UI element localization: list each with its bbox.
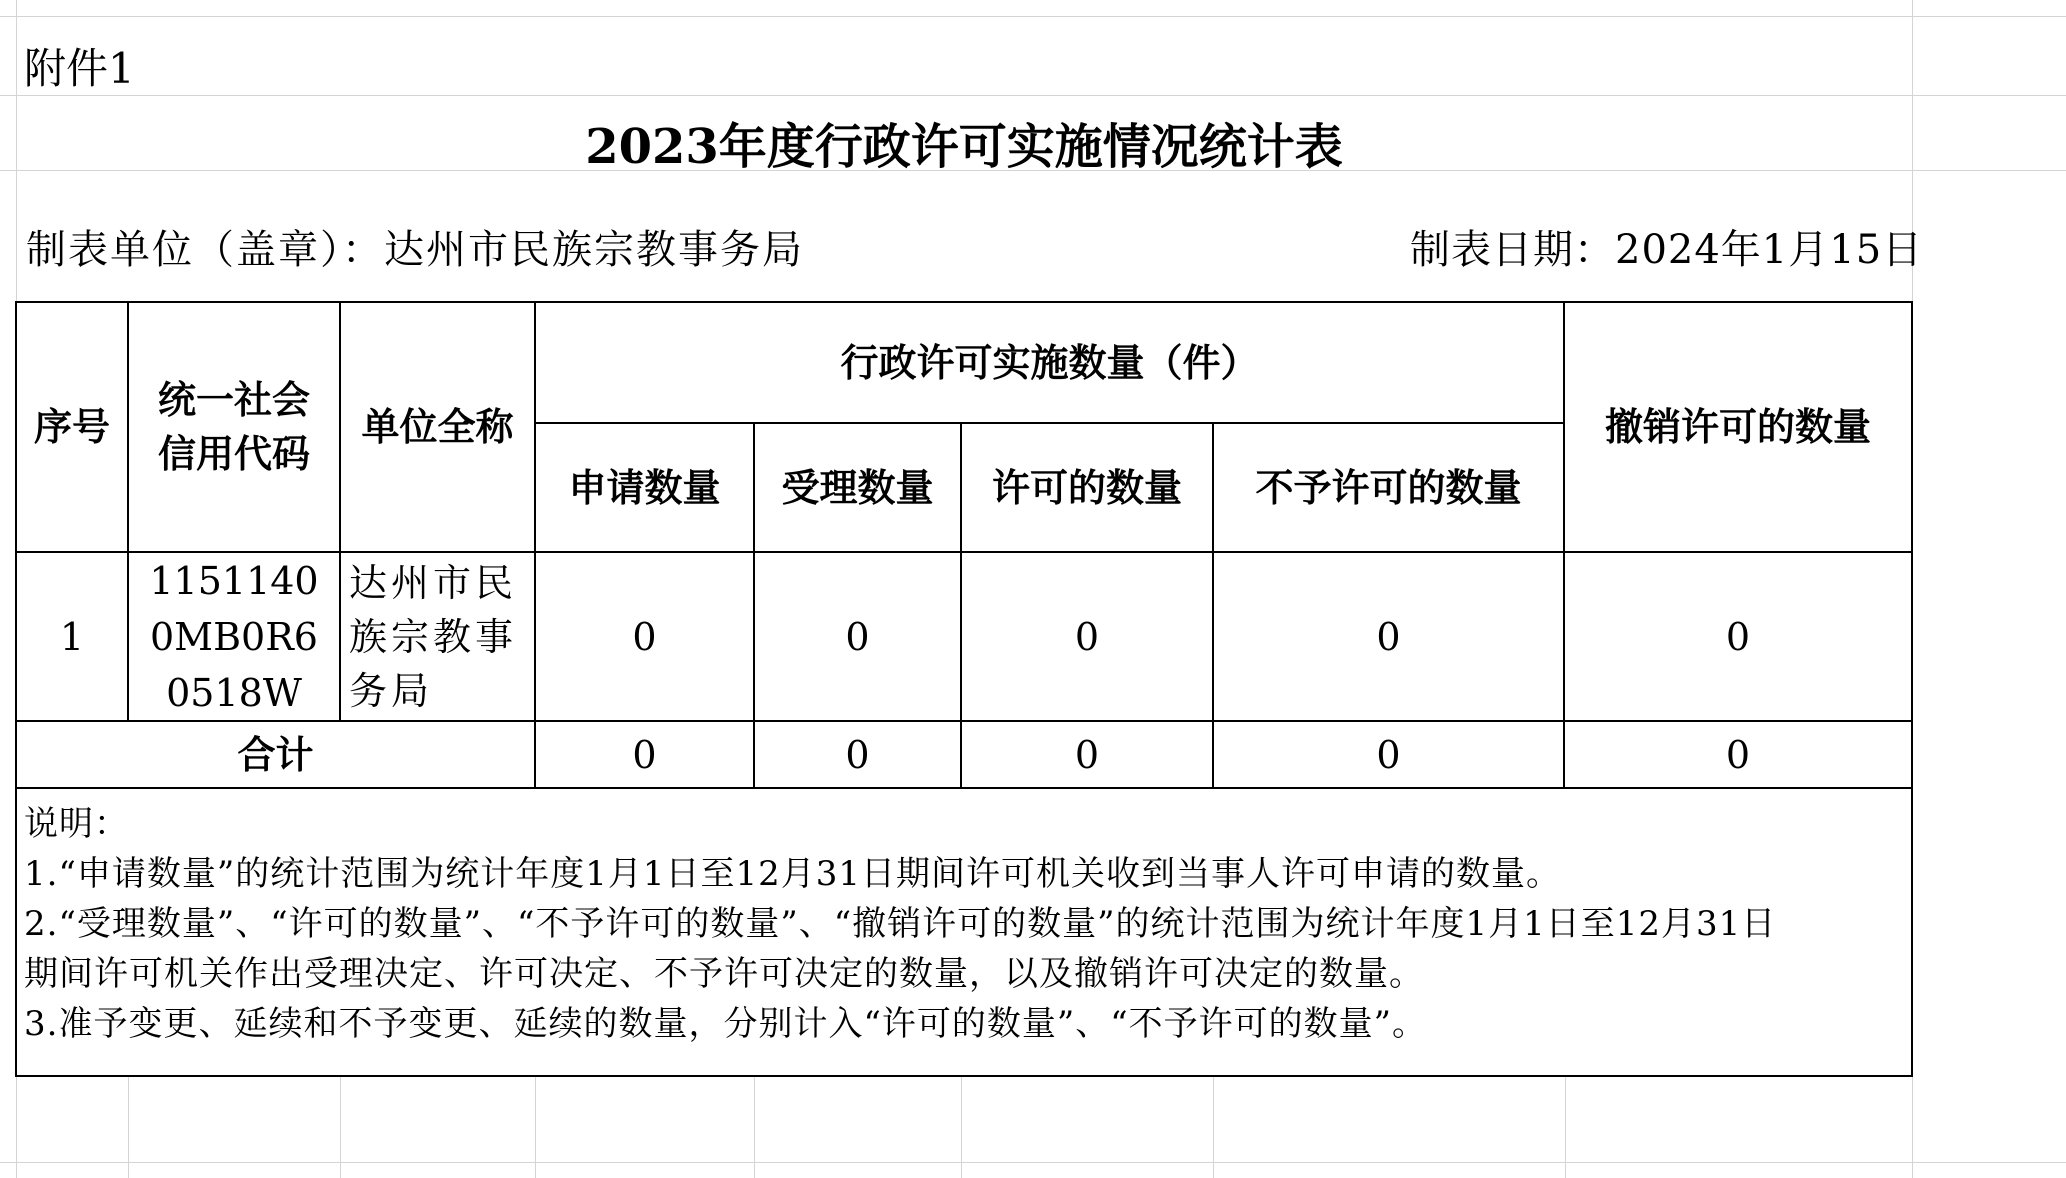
border-line	[1911, 301, 1913, 1077]
row-accepted: 0	[845, 614, 870, 659]
row-revoked: 0	[1725, 614, 1751, 659]
row-not-permitted: 0	[1376, 614, 1401, 659]
col-header-permitted: 许可的数量	[991, 465, 1182, 510]
gridline	[16, 1076, 17, 1178]
row-unit-name: 达州市民族宗教事务局	[349, 560, 518, 713]
prepared-by-unit: 制表单位（盖章）：达州市民族宗教事务局	[26, 227, 804, 273]
notes-heading: 说明：	[24, 804, 129, 844]
note-line-2b: 期间许可机关作出受理决定、许可决定、不予许可决定的数量，以及撤销许可决定的数量。	[24, 954, 1424, 994]
gridline	[1213, 1076, 1214, 1178]
row-permitted: 0	[1074, 614, 1100, 659]
total-accepted: 0	[845, 732, 870, 777]
gridline	[0, 1162, 2066, 1163]
row-credit-code: 11511400MB0R60518W	[149, 558, 319, 715]
row-index: 1	[59, 614, 85, 659]
col-header-credit-code: 统一社会信用代码	[157, 378, 310, 476]
col-header-unit-name: 单位全称	[361, 405, 514, 449]
total-applications: 0	[632, 732, 657, 777]
col-header-applications: 申请数量	[568, 465, 721, 510]
note-line-1: 1.“申请数量”的统计范围为统计年度1月1日至12月31日期间许可机关收到当事人许可申请的数量。	[24, 854, 1561, 894]
col-header-implementation-group: 行政许可实施数量（件）	[840, 340, 1259, 385]
gridline	[0, 95, 2066, 96]
col-header-index: 序号	[33, 405, 110, 449]
attachment-label: 附件1	[24, 44, 135, 93]
gridline	[1565, 1076, 1566, 1178]
row-applications: 0	[632, 614, 657, 659]
total-permitted: 0	[1074, 732, 1100, 777]
border-line	[16, 787, 1913, 789]
gridline	[0, 16, 2066, 17]
total-label: 合计	[237, 732, 314, 777]
total-revoked: 0	[1725, 732, 1751, 777]
note-line-2a: 2.“受理数量”、“许可的数量”、“不予许可的数量”、“撤销许可的数量”的统计范围为统计年度1月1日至12月31日	[24, 904, 1777, 944]
note-line-3: 3.准予变更、延续和不予变更、延续的数量，分别计入“许可的数量”、“不予许可的数量”。	[24, 1004, 1427, 1044]
page-title: 2023年度行政许可实施情况统计表	[585, 119, 1343, 175]
total-not-permitted: 0	[1376, 732, 1401, 777]
gridline	[128, 1076, 129, 1178]
gridline	[961, 1076, 962, 1178]
col-header-not-permitted: 不予许可的数量	[1255, 465, 1522, 510]
border-line	[16, 1075, 1913, 1077]
gridline	[535, 1076, 536, 1178]
prepared-date: 制表日期：2024年1月15日	[1410, 227, 1924, 273]
gridline	[754, 1076, 755, 1178]
gridline	[340, 1076, 341, 1178]
col-header-revoked: 撤销许可的数量	[1604, 405, 1871, 449]
col-header-accepted: 受理数量	[781, 465, 934, 510]
